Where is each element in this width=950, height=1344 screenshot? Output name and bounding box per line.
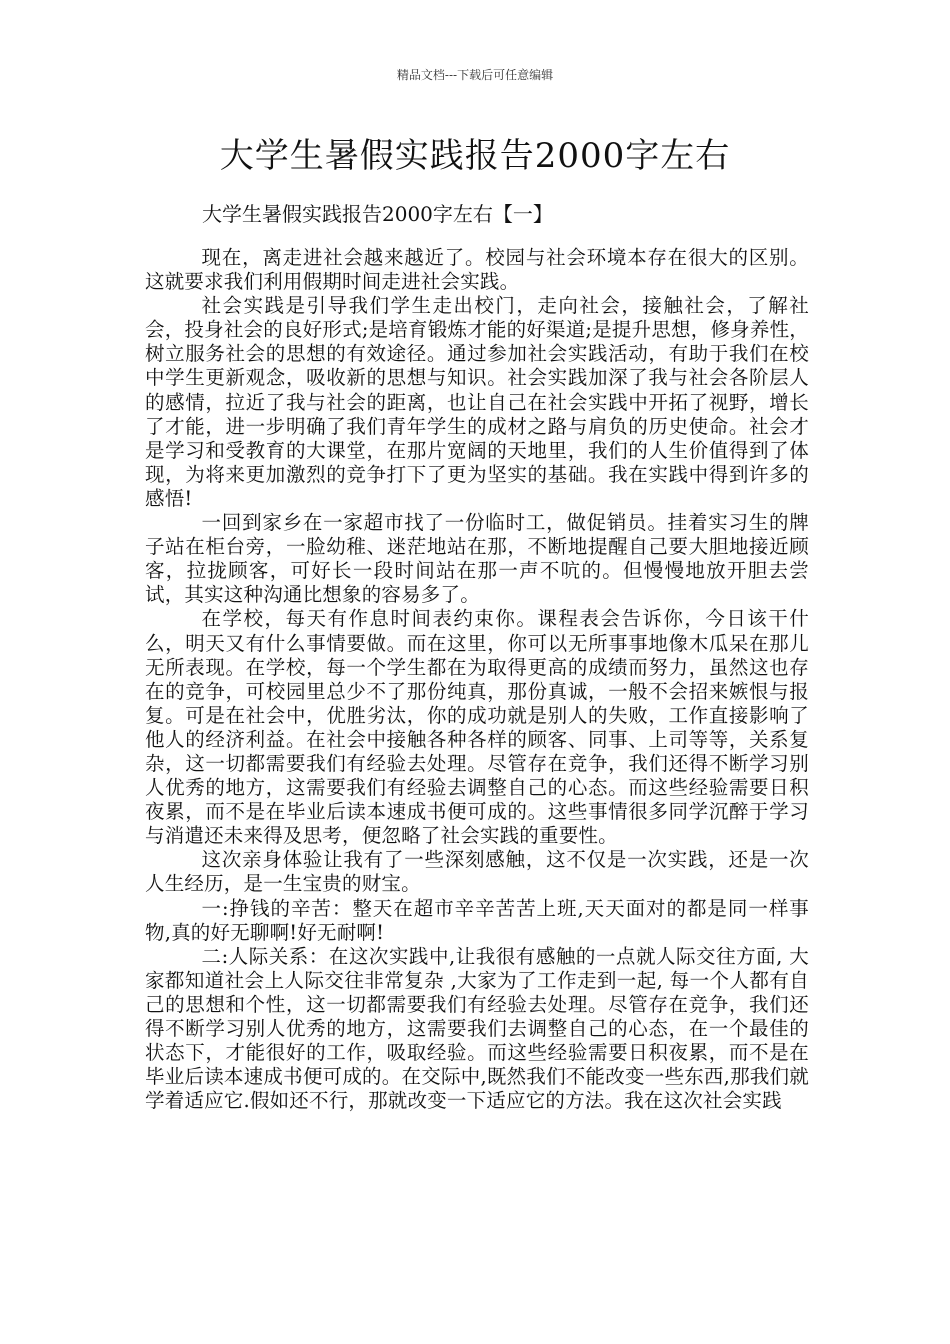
paragraph: 这次亲身体验让我有了一些深刻感触，这不仅是一次实践，还是一次人生经历，是一生宝贵的财宝。 xyxy=(145,848,809,896)
document-title: 大学生暑假实践报告2000字左右 xyxy=(219,136,731,176)
paragraph: 社会实践是引导我们学生走出校门，走向社会，接触社会，了解社会，投身社会的良好形式;是培育锻炼才能的好渠道;是提升思想，修身养性，树立服务社会的思想的有效途径。通过参加社会实践活动，有助于我们在校中学生更新观念，吸收新的思想与知识。社会实践加深了我与社会各阶层人的感情，拉近了我与社会的距离，也让自己在社会实践中开拓了视野，增长了才能，进一步明确了我们青年学生的成材之路与肩负的历史使命。社会才是学习和受教育的大课堂，在那片宽阔的天地里，我们的人生价值得到了体现，为将来更加激烈的竞争打下了更为坚实的基础。我在实践中得到许多的感悟! xyxy=(145,294,809,510)
paragraph: 二:人际关系：在这次实践中,让我很有感触的一点就人际交往方面, 大家都知道社会上人际交往非常复杂 ,大家为了工作走到一起, 每一个人都有自己的思想和个性，这一切都需要我们有经验去处理。尽管存在竞争，我们还得不断学习别人优秀的地方，这需要我们去调整自己的心态，在一个最佳的状态下，才能很好的工作，吸取经验。而这些经验需要日积夜累，而不是在毕业后读本速成书便可成的。在交际中,既然我们不能改变一些东西,那我们就学着适应它.假如还不行，那就改变一下适应它的方法。我在这次社会实践 xyxy=(145,944,809,1113)
section-heading: 大学生暑假实践报告2000字左右【一】 xyxy=(202,202,553,226)
paragraph: 现在，离走进社会越来越近了。校园与社会环境本存在很大的区别。这就要求我们利用假期时间走进社会实践。 xyxy=(145,246,809,294)
paragraph: 在学校，每天有作息时间表约束你。课程表会告诉你，今日该干什么，明天又有什么事情要做。而在这里，你可以无所事事地像木瓜呆在那儿无所表现。在学校，每一个学生都在为取得更高的成绩而努力，虽然这也存在的竞争，可校园里总少不了那份纯真，那份真诚，一般不会招来嫉恨与报复。可是在社会中，优胜劣汰，你的成功就是别人的失败，工作直接影响了他人的经济利益。在社会中接触各种各样的顾客、同事、上司等等，关系复杂，这一切都需要我们有经验去处理。尽管存在竞争，我们还得不断学习别人优秀的地方，这需要我们有经验去调整自己的心态。而这些经验需要日积夜累，而不是在毕业后读本速成书便可成的。这些事情很多同学沉醉于学习与消遣还未来得及思考，便忽略了社会实践的重要性。 xyxy=(145,607,809,848)
paragraph: 一回到家乡在一家超市找了一份临时工，做促销员。挂着实习生的牌子站在柜台旁，一脸幼稚、迷茫地站在那，不断地提醒自己要大胆地接近顾客，拉拢顾客，可好长一段时间站在那一声不吭的。但慢慢地放开胆去尝试，其实这种沟通比想象的容易多了。 xyxy=(145,511,809,607)
header-note: 精品文档---下载后可任意编辑 xyxy=(396,68,554,82)
paragraph: 一:挣钱的辛苦：整天在超市辛辛苦苦上班,天天面对的都是同一样事物,真的好无聊啊!好无耐啊! xyxy=(145,896,809,944)
document-body xyxy=(145,246,809,1113)
